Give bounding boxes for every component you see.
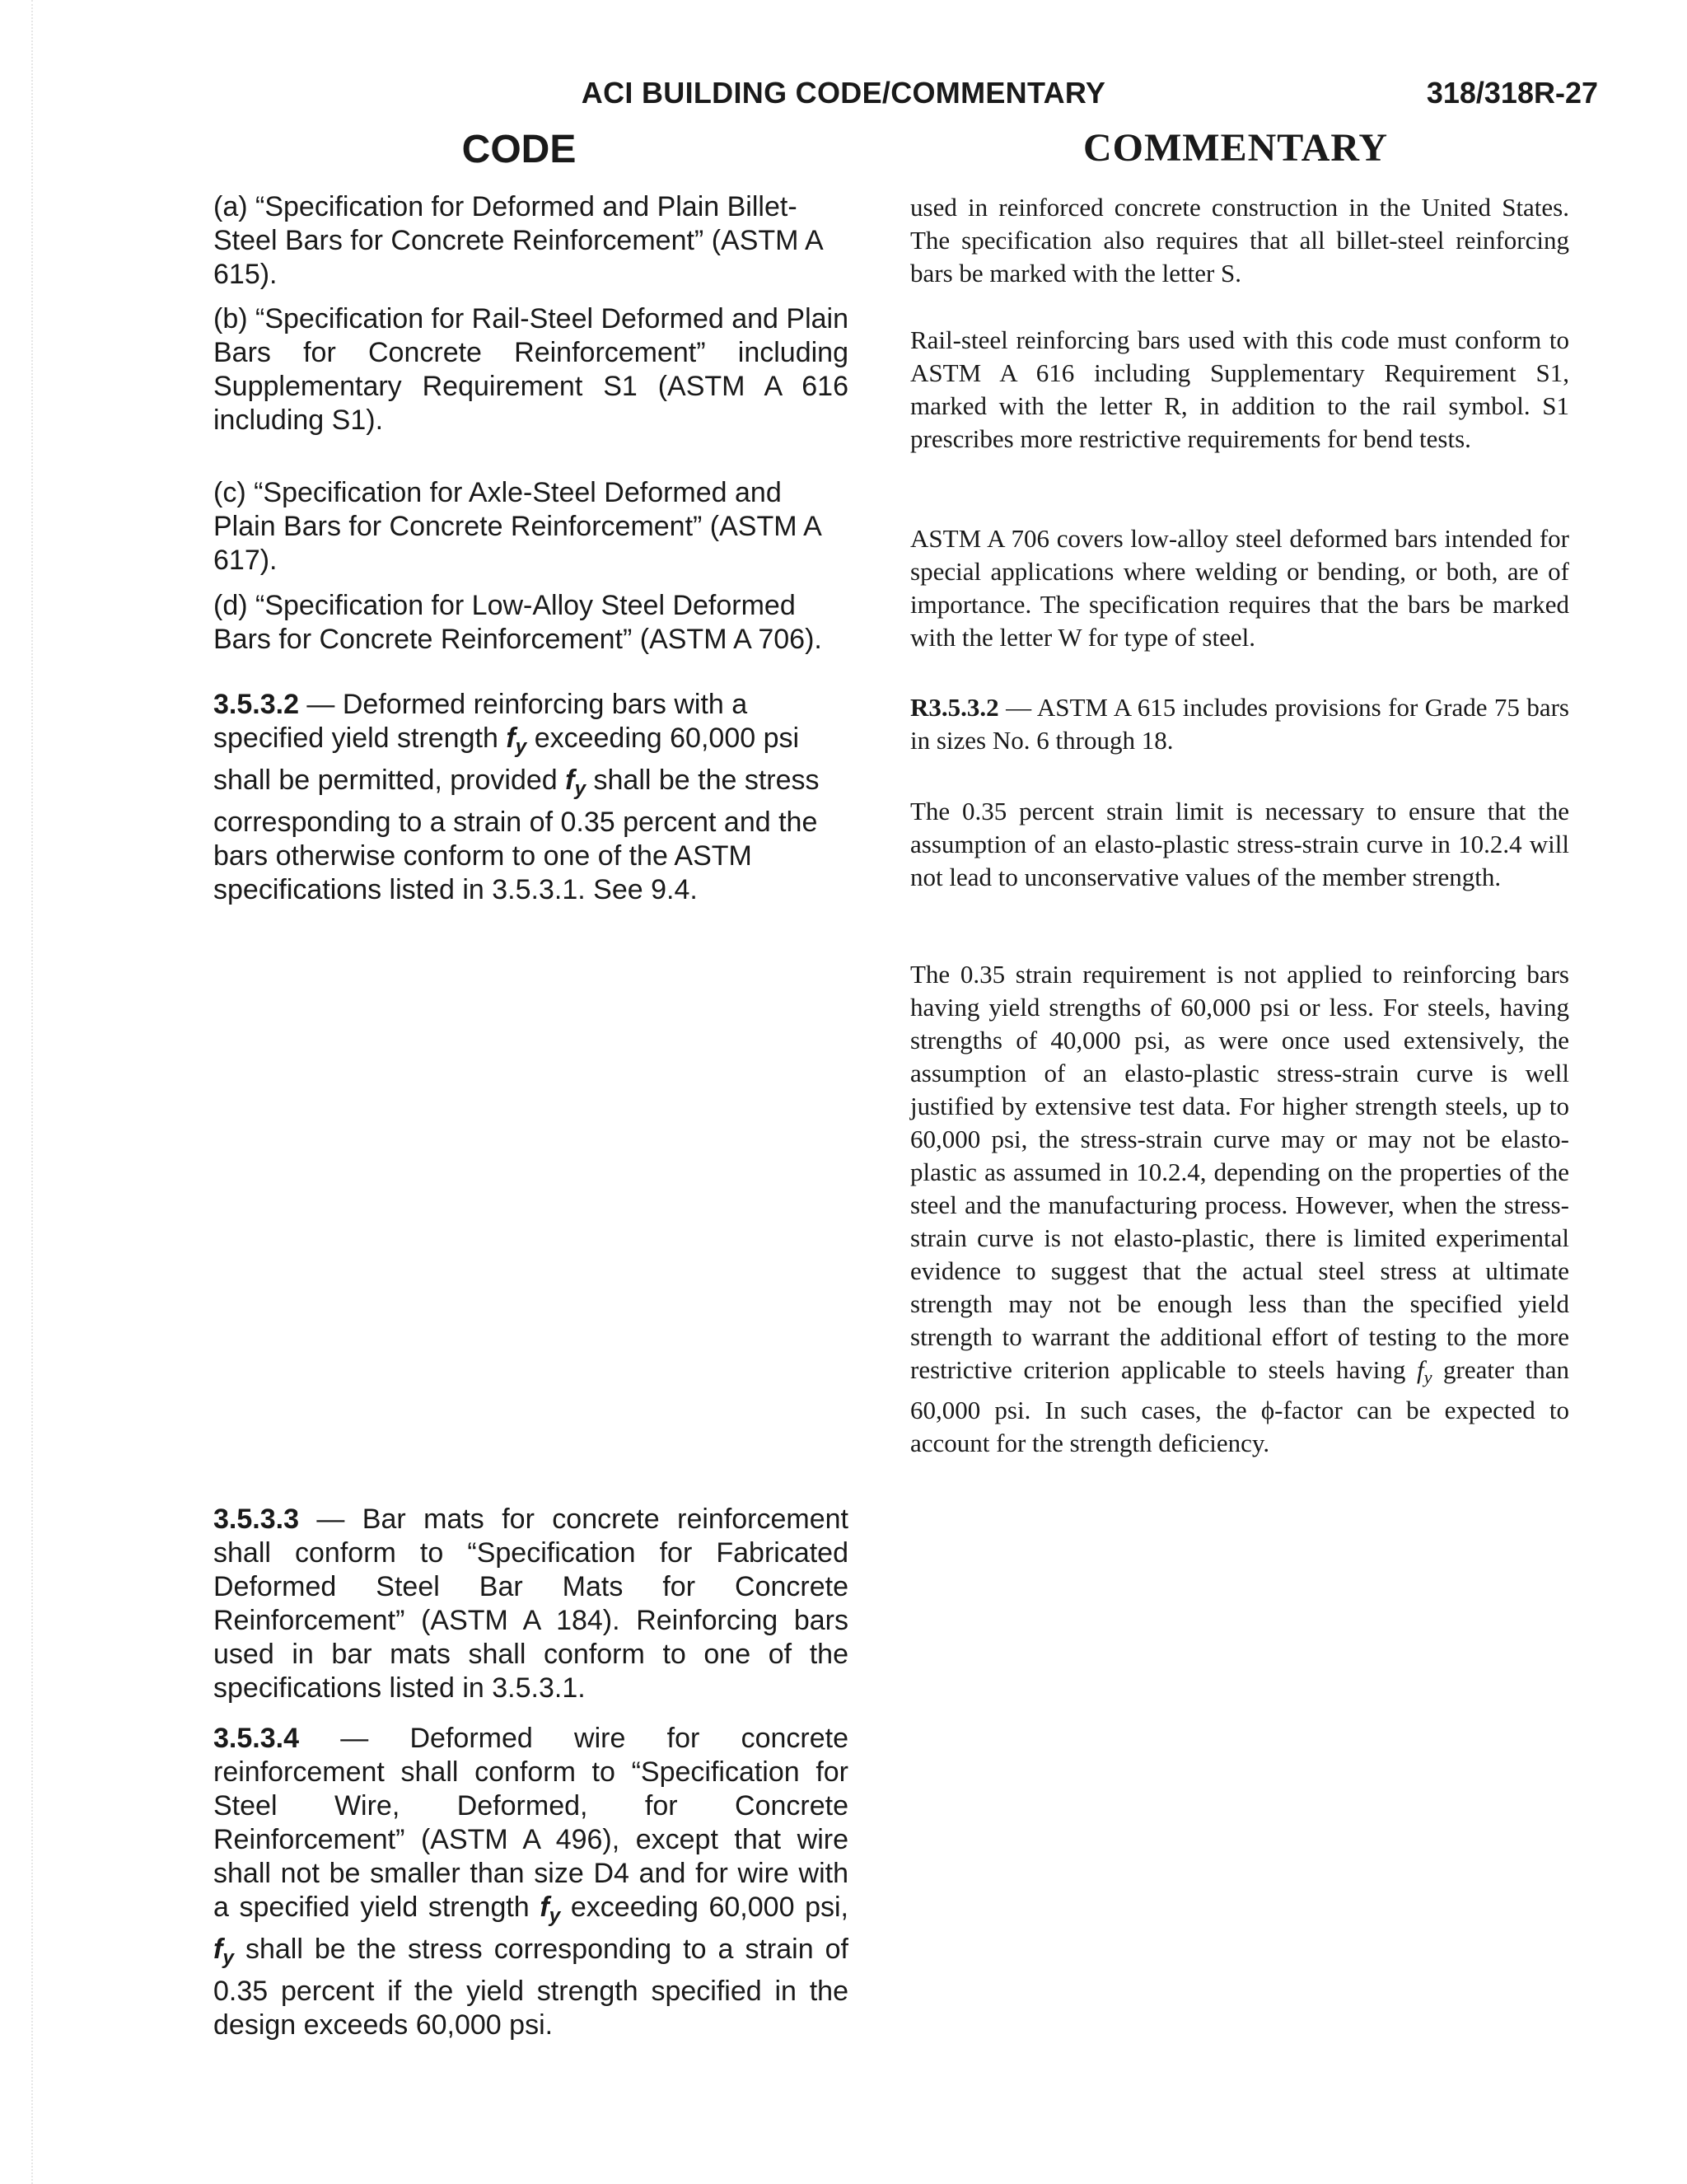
variable-f: f [540,1892,549,1923]
paragraph-text: The 0.35 strain requirement is not applied to reinforcing bars having yield strengths of 60,000 psi or less. For steels, having strengths of 40,000 psi, as were once used extensively, the assumption of an elasto-plastic stress-strain curve is well justified by extensive test data. For higher strength steels, up to 60,000 psi, the stress-strain curve may or may not be elasto-plastic as assumed in 10.2.4, depending on the properties of the steel and the manufacturing process. However, when the stress-strain curve is not elasto-plastic, there is limited experimental evidence to suggest that the actual steel stress at ultimate strength may not be enough less than the specified yield strength to warrant the additional effort of testing to the more restrictive criterion applicable to steels having [910,960,1569,1384]
paragraph-text: — Deformed wire for concrete reinforcement shall conform to “Specification for Steel Wire, Deformed, for Concrete Reinforcement” (ASTM A 496), except that wire shall not be smaller than size D4 and for wire with a specified yield strength [213,1723,848,1923]
commentary-section-r3-5-3-2 [910,691,1569,757]
scan-edge-line [31,0,33,2184]
subscript-y: y [1423,1367,1432,1388]
running-header-title: ACI BUILDING CODE/COMMENTARY [581,76,1106,110]
commentary-paragraph-6 [910,958,1569,1460]
code-3-5-3-4-paragraph [189,1722,848,2042]
commentary-p2-text: Rail-steel reinforcing bars used with this code must conform to ASTM A 616 including Supplementary Requirement S1, marked with the letter R, in addition to the rail symbol. S1 prescribes more restrictive requirements for bend tests. [910,325,1569,453]
commentary-p3-text: ASTM A 706 covers low-alloy steel deformed bars intended for special applications where welding or bending, or both, are of importance. The specification requires that the bars be marked with the letter W for type of steel. [910,524,1569,652]
subscript-y: y [222,1946,234,1969]
code-section-3-5-3-2 [189,688,848,907]
commentary-p5-text: The 0.35 percent strain limit is necessary to ensure that the assumption of an elasto-plastic stress-strain curve in 10.2.4 will not lead to unconservative values of the member strength. [910,797,1569,891]
code-3-5-3-3-paragraph [189,1503,848,1705]
paragraph-text: shall be the stress corresponding to a strain of 0.35 percent if the yield strength specified in the design exceeds 60,000 psi. [213,1933,848,2041]
paragraph-text: — Bar mats for concrete reinforcement shall conform to “Specification for Fabricated Deformed Steel Bar Mats for Concrete Reinforcement” (ASTM A 184). Reinforcing bars used in bar mats shall conform to one of the specifications listed in 3.5.3.1. [213,1504,848,1704]
paragraph-text: greater than 60,000 psi. In such cases, the ϕ-factor can be expected to account for the strength deficiency. [910,1355,1569,1458]
commentary-paragraph-3 [910,522,1569,654]
code-item-a [189,190,848,292]
page-number: 318/318R-27 [1426,76,1598,110]
subscript-y: y [574,777,586,800]
subscript-y: y [549,1904,561,1927]
subscript-y: y [515,735,527,758]
code-item-d-text: (d) “Specification for Low-Alloy Steel Deformed Bars for Concrete Reinforcement” (ASTM A 706). [213,590,822,655]
code-item-d [189,589,848,657]
paragraph-text: — Deformed reinforcing bars with a specified yield strength [213,689,748,754]
code-3-5-3-2-paragraph [189,688,848,907]
paragraph-text: exceeding 60,000 psi shall be permitted, provided [213,723,800,796]
commentary-paragraph-5 [910,795,1569,894]
commentary-paragraph-1 [910,191,1569,290]
commentary-p6-paragraph [910,958,1569,1460]
code-item-b [189,302,848,437]
code-section-3-5-3-4 [189,1722,848,2042]
paragraph-text: exceeding 60,000 psi, [560,1892,849,1923]
code-item-c [189,476,848,578]
code-section-3-5-3-3 [189,1503,848,1705]
commentary-column-heading: COMMENTARY [1082,126,1389,170]
code-item-c-text: (c) “Specification for Axle-Steel Deformed and Plain Bars for Concrete Reinforcement” (ASTM A 617). [213,477,820,576]
section-number: 3.5.3.2 [213,689,299,720]
code-item-a-text: (a) “Specification for Deformed and Plain Billet-Steel Bars for Concrete Reinforcement” (ASTM A 615). [213,191,822,290]
commentary-r3-5-3-2-paragraph [910,691,1569,757]
variable-f: f [213,1933,223,1965]
commentary-paragraph-2 [910,324,1569,456]
variable-f: f [506,723,516,754]
commentary-p1-text: used in reinforced concrete construction in the United States. The specification also requires that all billet-steel reinforcing bars be marked with the letter S. [910,193,1569,288]
code-column-heading: CODE [461,128,577,171]
variable-f: f [1416,1355,1424,1384]
variable-f: f [565,764,575,796]
section-number: 3.5.3.3 [213,1504,299,1535]
code-item-b-text: (b) “Specification for Rail-Steel Deformed and Plain Bars for Concrete Reinforcement” including Supplementary Requirement S1 (ASTM A 616 including S1). [213,303,849,436]
section-number: R3.5.3.2 [910,693,999,722]
paragraph-text: shall be the stress corresponding to a strain of 0.35 percent and the bars otherwise conform to one of the ASTM specifications listed in 3.5.3.1. See 9.4. [213,764,820,905]
section-number: 3.5.3.4 [213,1723,299,1754]
paragraph-text: — ASTM A 615 includes provisions for Grade 75 bars in sizes No. 6 through 18. [910,693,1569,755]
